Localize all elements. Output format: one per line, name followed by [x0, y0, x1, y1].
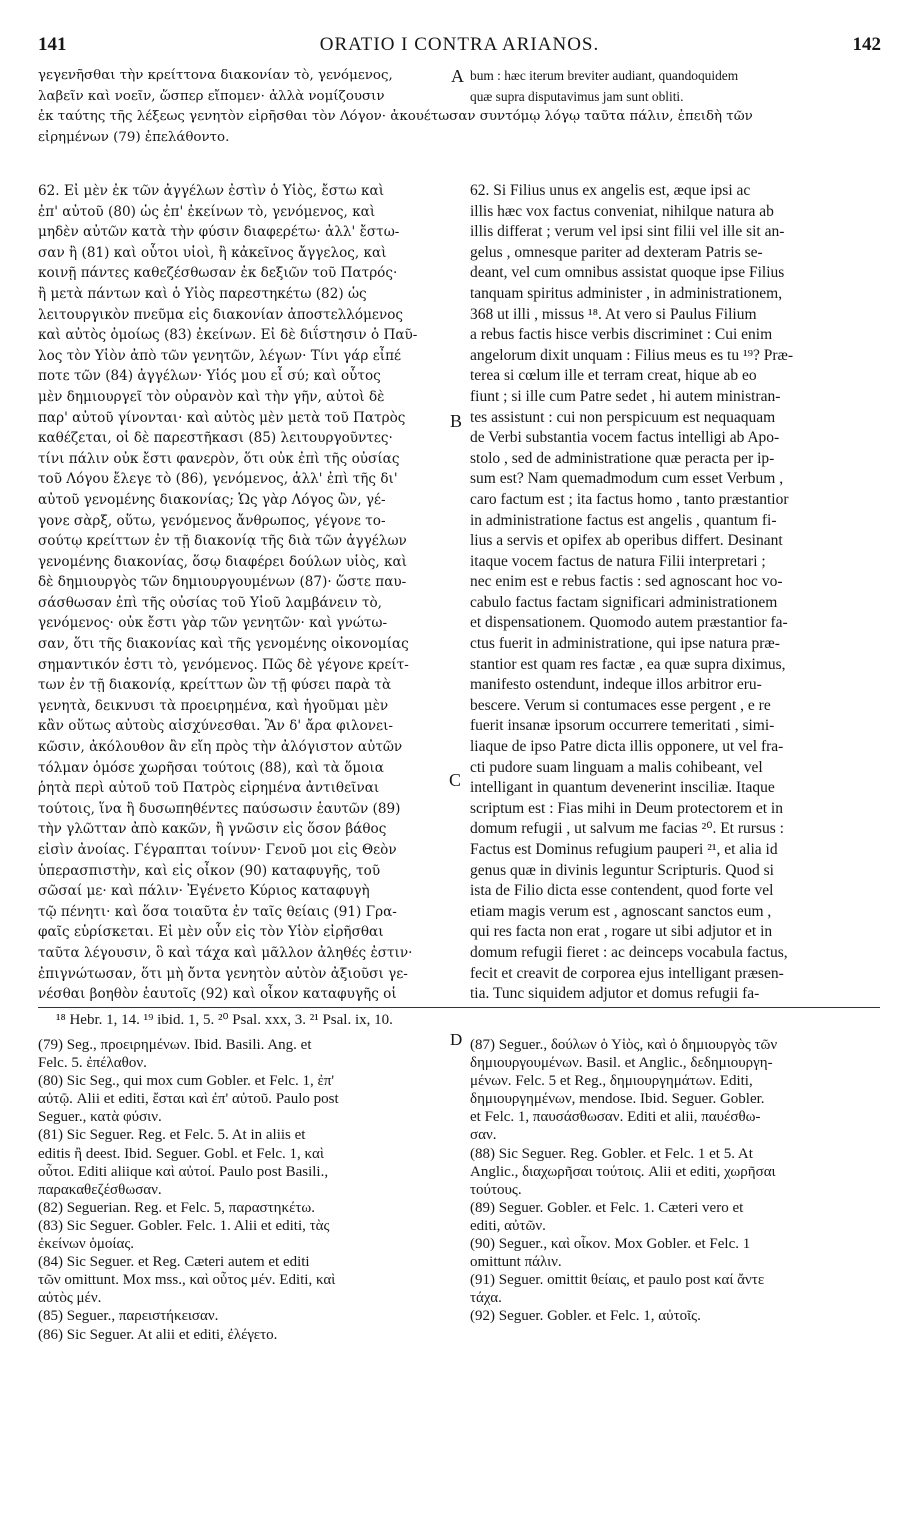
footnote-line: (79) Seg., προειρημένων. Ibid. Basili. Ang. et — [38, 1037, 312, 1053]
footnote-line: (85) Seguer., παρειστήκεισαν. — [38, 1308, 219, 1325]
greek-text-line: λος τὸν Υἱὸν ἀπὸ τῶν γενητῶν, λέγων· Τίνι γάρ εἶπέ — [38, 347, 402, 364]
margin-letter-b: B — [450, 411, 463, 431]
latin-text-line: etiam magis verum est , agnoscant sanctos eum , — [470, 902, 772, 920]
footnote-line: (87) Seguer., δούλων ὁ Υἱὸς, καὶ ὁ δημιουργὸς τῶν — [470, 1037, 778, 1053]
footnote-line: (83) Sic Seguer. Gobler. Felc. 1. Alii et editi, τὰς — [38, 1217, 330, 1234]
footnote-line: (92) Seguer. Gobler. et Felc. 1, αὐτοῖς. — [470, 1308, 701, 1325]
latin-text-line: scriptum est : Fias mihi in Deum protectorem et in — [470, 799, 783, 817]
top-greek-line: γεγενῆσθαι τὴν κρείττονα διακονίαν τὸ, γενόμενος, — [38, 68, 393, 83]
greek-text-line: λειτουργικὸν πνεῦμα εἰς διακονίαν ἀποστελλόμενος — [38, 306, 404, 323]
greek-text-line: δὲ δημιουργὸς τῶν δημιουργουμένων (87)· ὥστε παυ- — [38, 574, 407, 591]
greek-text-line: σούτῳ κρείττων ἐν τῇ διακονίᾳ τῆς διὰ τῶν ἀγγέλων — [38, 533, 407, 550]
footnote-line: τάχα. — [470, 1290, 502, 1307]
greek-text-line: μὲν δημιουργεῖ τὸν οὐρανὸν καὶ τὴν γῆν, αὐτοὶ δὲ — [38, 388, 385, 405]
greek-text-line: σῶσαί με· καὶ πάλιν· Ἐγένετο Κύριος καταφυγὴ — [38, 883, 370, 900]
latin-text-line: tia. Tunc siquidem adjutor et domus refugii fa- — [470, 985, 760, 1003]
footnote-line: (81) Sic Seguer. Reg. et Felc. 5. At in aliis et — [38, 1127, 306, 1144]
footnote-line: δημιουργουμένων. Basil. et Anglic., δεδημιουργη- — [470, 1055, 773, 1072]
greek-text-line: κοινῇ πάντες καθεζέσθωσαν ἐκ δεξιῶν τοῦ Πατρός· — [38, 265, 398, 282]
footnote-rule — [38, 1007, 880, 1008]
greek-text-line: μηδὲν αὐτῶν κατὰ τὴν φύσιν διαφερέτω· ἀλλ' ἔστω- — [38, 224, 400, 241]
latin-text-line: stolo , sed de administratione quæ peracta per ip- — [470, 449, 775, 467]
margin-letter-c: C — [449, 770, 462, 790]
scripture-reference-line: ¹⁸ Hebr. 1, 14. ¹⁹ ibid. 1, 5. ²⁰ Psal. xxx, 3. ²¹ Psal. ix, 10. — [56, 1012, 393, 1028]
greek-text-line: ἐπ' αὐτοῦ (80) ὡς ἐπ' ἐκείνων τὸ, γενόμενος, καὶ — [38, 203, 376, 220]
footnote-line: (84) Sic Seguer. et Reg. Cæteri autem et editi — [38, 1254, 310, 1271]
notes-right-column — [470, 1036, 880, 1326]
latin-text-line: in administratione factus est angelis , quantum fi- — [470, 511, 777, 529]
greek-text-line: καὶ αὐτὸς ὁμοίως (83) ἐκείνων. Εἰ δὲ διΐστησιν ὁ Παῦ- — [38, 327, 418, 344]
latin-column — [470, 181, 880, 1005]
greek-text-line: ἢ μετὰ πάντων καὶ ὁ Υἱὸς παρεστηκέτω (82) ὡς — [38, 285, 367, 302]
latin-text-line: 62. Si Filius unus ex angelis est, æque ipsi ac — [470, 182, 751, 199]
footnote-line: τούτους. — [470, 1181, 522, 1198]
top-full-line: εἰρημένων (79) ἐπελάθοντο. — [38, 129, 230, 145]
greek-text-line: ὑπερασπιστὴν, καὶ εἰς οἶκον (90) καταφυγῆς, τοῦ — [38, 862, 381, 879]
greek-text-line: τὴν γλῶτταν ἀπὸ κακῶν, ἢ γνῶσιν εἰς ὅσον βάθος — [38, 821, 387, 838]
latin-text-line: illis hæc vox factus conveniat, nihilque natura ab — [470, 202, 774, 220]
footnote-line: (89) Seguer. Gobler. et Felc. 1. Cæteri vero et — [470, 1199, 744, 1216]
footnote-line: (80) Sic Seg., qui mox cum Gobler. et Felc. 1, ἐπ' — [38, 1073, 335, 1090]
latin-text-line: angelorum dixit unquam : Filius meus es tu ¹⁹? Præ- — [470, 346, 794, 364]
latin-text-line: gelus , omnesque pariter ad dexteram Patris se- — [470, 243, 763, 261]
footnote-line: δημιουργημένων, mendose. Ibid. Seguer. Gobler. — [470, 1091, 765, 1108]
footnote-line: (86) Sic Seguer. At alii et editi, ἐλέγετο. — [38, 1326, 278, 1343]
latin-text-line: fiunt ; si ille cum Patre sedet , hi autem ministran- — [470, 387, 781, 405]
page-number-left: 141 — [38, 34, 67, 55]
top-greek-lines — [38, 66, 450, 107]
footnote-line: σαν. — [470, 1127, 497, 1144]
footnote-line: ἐκείνων ὁμοίας. — [38, 1236, 135, 1253]
latin-text-line: qui res facta non erat , rogare ut sibi adjutor et in — [470, 923, 773, 941]
greek-text-line: τόλμαν ὁμόσε χωρῆσαι τούτοις (88), καὶ τὰ ὅμοια — [38, 759, 384, 776]
footnote-line: Felc. 5. ἐπέλαθον. — [38, 1055, 147, 1072]
greek-text-line: σάσθωσαν ἐπὶ τῆς οὐσίας τοῦ Υἱοῦ λαμβάνειν τὸ, — [38, 594, 382, 611]
greek-text-line: εἰσὶν ἀνοίας. Γέγραπται τοίνυν· Γενοῦ μοι εἰς Θεὸν — [38, 842, 397, 858]
latin-text-line: manifesto ostendunt, indeque illos arbitror eru- — [470, 676, 762, 694]
scripture-references — [56, 1010, 876, 1030]
latin-text-line: domum refugii fieret : ac deinceps vocabula factus, — [470, 943, 788, 961]
latin-text-line: de Verbi substantia vocem factus intelligi ab Apo- — [470, 429, 780, 447]
latin-text-line: liaque de ipso Patre dicta illis opponere, ut vel fra- — [470, 738, 784, 756]
greek-text-line: ποτε τῶν (84) ἀγγέλων· Υἱός μου εἶ σύ; καὶ οὗτος — [38, 368, 381, 385]
latin-text-line: bescere. Verum si contumaces esse pergent , e re — [470, 696, 771, 714]
footnote-line: αὐτῷ. Alii et editi, ἔσται καὶ ἐπ' αὐτοῦ. Paulo post — [38, 1091, 339, 1108]
greek-text-line: ταῦτα λέγουσιν, ὃ καὶ τάχα καὶ μᾶλλον ἀληθές ἐστιν· — [38, 944, 413, 961]
latin-text-line: domum refugii , ut salvum me facias ²⁰. Et rursus : — [470, 820, 784, 838]
greek-text-line: νέσθαι βοηθὸν ἑαυτοῖς (92) καὶ οἶκον καταφυγῆς οἱ — [38, 986, 397, 1003]
greek-text-line: σαν ἢ (81) καὶ οὗτοι υἱοὶ, ἢ κἀκεῖνος ἄγγελος, καὶ — [38, 244, 387, 261]
footnote-line: Seguer., κατὰ φύσιν. — [38, 1109, 162, 1126]
footnote-line: (90) Seguer., καὶ οἶκον. Mox Gobler. et Felc. 1 — [470, 1236, 751, 1253]
greek-text-line: κἂν οὕτως αὐτοὺς αἰσχύνεσθαι. Ἂν δ' ἄρα φιλονει- — [38, 718, 393, 735]
footnote-line: μένων. Felc. 5 et Reg., δημιουργημάτων. Editi, — [470, 1073, 753, 1090]
greek-text-line: τῷ πένητι· καὶ ὅσα τοιαῦτα ἐν ταῖς θείαις (91) Γρα- — [38, 903, 397, 920]
greek-text-line: των ἐν τῇ διακονίᾳ, κρείττων ὢν τῇ φύσει παρὰ τὰ — [38, 677, 392, 694]
footnote-line: editis ἢ deest. Ibid. Seguer. Gobl. et Felc. 1, καὶ — [38, 1145, 324, 1162]
latin-text-line: nec enim est e rebus factis : sed agnoscant hoc vo- — [470, 573, 783, 591]
running-title: ORATIO I CONTRA ARIANOS. — [319, 34, 600, 55]
latin-text-line: fuerit insanæ ipsorum occurrere temeritati , simi- — [470, 717, 775, 735]
latin-text-line: ista de Filio dicta esse contendent, quod forte vel — [470, 882, 774, 900]
latin-text-line: fecit et creavit de corporea ejus intelligant præsen- — [470, 964, 784, 982]
greek-text-line: γενόμενος· οὐκ ἔστι γὰρ τῶν γενητῶν· καὶ γνώτω- — [38, 615, 388, 632]
latin-text-line: a rebus factis hisce verbis discriminet : Cui enim — [470, 326, 773, 344]
greek-text-line: τίνι πάλιν οὐκ ἔστι φανερὸν, ὅτι οὐκ ἐπὶ τῆς οὐσίας — [38, 450, 400, 467]
running-header — [38, 34, 881, 58]
footnote-line: (88) Sic Seguer. Reg. Gobler. et Felc. 1 et 5. At — [470, 1145, 753, 1162]
latin-text-line: lius a servis et opifex ab operibus differt. Desinant — [470, 532, 783, 550]
top-full-lines — [38, 107, 878, 148]
top-latin-line: quæ supra disputavimus jam sunt obliti. — [470, 88, 684, 104]
top-latin-lines — [470, 66, 878, 107]
footnote-line: τῶν omittunt. Mox mss., καὶ οὗτος μέν. Editi, καὶ — [38, 1272, 336, 1289]
latin-text-line: 368 ut illi , missus ¹⁸. At vero si Paulus Filium — [470, 305, 757, 323]
latin-text-line: cabulo factus factam significari administrationem — [470, 593, 778, 611]
page-number-right: 142 — [852, 34, 881, 55]
greek-text-line: φαῖς εὑρίσκεται. Εἰ μὲν οὖν εἰς τὸν Υἱὸν εἰρῆσθαι — [38, 924, 384, 941]
latin-text-line: deant, vel cum omnibus assistat quoque ipse Filius — [470, 264, 785, 282]
footnote-line: et Felc. 1, παυσάσθωσαν. Editi et alii, παυέσθω- — [470, 1109, 761, 1126]
latin-text-line: genus quæ in divinis leguntur Scripturis. Quod si — [470, 861, 774, 879]
footnote-line: (82) Seguerian. Reg. et Felc. 5, παραστηκέτω. — [38, 1199, 316, 1216]
greek-text-line: κῶσιν, ἀκόλουθον ἂν εἴη πρὸς τὴν ἀλόγιστον αὐτῶν — [38, 739, 403, 756]
latin-text-line: caro factum est ; ita factus homo , tanto præstantior — [470, 490, 789, 508]
greek-text-line: σαν, ὅτι τῆς διακονίας καὶ τῆς γενομένης οἰκονομίας — [38, 636, 409, 653]
latin-text-line: et dispensationem. Quomodo autem præstantior fa- — [470, 614, 788, 632]
greek-text-line: παρ' αὐτοῦ γίνονται· καὶ αὐτὸς μὲν μετὰ τοῦ Πατρὸς — [38, 409, 406, 426]
latin-text-line: tes assistunt : cui non perspicuum est nequaquam — [470, 408, 776, 426]
greek-text-line: τοῦ Λόγου ἔλεγε τὸ (86), γενόμενος, ἀλλ' ἐπὶ τῆς δι' — [38, 471, 398, 488]
greek-text-line: γονε σὰρξ, οὕτω, γενόμενος ἄνθρωπος, γέγονε το- — [38, 512, 386, 529]
footnote-line: editi, αὐτῶν. — [470, 1217, 546, 1234]
margin-letter-a: A — [451, 66, 464, 86]
latin-text-line: sum est? Nam quemadmodum cum esset Verbum , — [470, 470, 784, 488]
greek-text-line: αὐτοῦ γενομένης διακονίας; Ὡς γὰρ Λόγος ὢν, γέ- — [38, 491, 386, 508]
greek-text-line: καθέζεται, οἱ δὲ παρεστῆκασι (85) λειτουργοῦντες· — [38, 430, 393, 447]
latin-text-line: itaque vocem factus de natura Filii interpretari ; — [470, 552, 766, 570]
latin-text-line: intelligant in quantum devenerint insciliæ. Itaque — [470, 779, 775, 797]
top-full-line: ἐκ ταύτης τῆς λέξεως γενητὸν εἰρῆσθαι τὸν Λόγον· ἀκουέτωσαν συντόμῳ λόγῳ ταῦτα πάλιν, ἐπειδὴ τῶν — [38, 109, 753, 124]
greek-text-line: γενομένης διακονίας, ὅσῳ διαφέρει δούλων υἱὸς, καὶ — [38, 553, 408, 570]
footnote-line: οὗτοι. Editi aliique καὶ αὐτοί. Paulo post Basili., — [38, 1163, 329, 1180]
greek-text-line: σημαντικόν ἐστι τὸ, γενόμενος. Πῶς δὲ γέγονε κρείτ- — [38, 656, 409, 673]
latin-text-line: ctus fuerit in administratione, qui ipse natura præ- — [470, 635, 780, 653]
greek-column — [38, 181, 450, 1005]
greek-text-line: ῥητὰ περὶ αὐτοῦ τοῦ Πατρὸς εἰρημένα ἀντιθεῖναι — [38, 780, 380, 797]
margin-letter-d: D — [450, 1030, 463, 1049]
greek-text-line: τούτοις, ἵνα ἢ δυσωπηθέντες παύσωσιν ἑαυτῶν (89) — [38, 800, 401, 817]
latin-text-line: stantior est quam res factæ , ea quæ supra diximus, — [470, 655, 786, 673]
footnote-line: (91) Seguer. omittit θείαις, et paulo post καί ἄντε — [470, 1272, 765, 1289]
top-greek-line: λαβεῖν καὶ νοεῖν, ὥσπερ εἴπομεν· ἀλλὰ νομίζουσιν — [38, 88, 385, 104]
latin-text-line: tanquam spiritus administer , in administrationem, — [470, 284, 783, 302]
greek-text-line: γενητὰ, δεικνυσι τὰ προειρημένα, καὶ ἡγοῦμαι μὲν — [38, 697, 389, 714]
greek-text-line: 62. Εἰ μὲν ἐκ τῶν ἀγγέλων ἐστὶν ὁ Υἱὸς, ἔστω καὶ — [38, 183, 385, 199]
footnote-line: αὐτὸς μέν. — [38, 1290, 102, 1307]
latin-text-line: illis differat ; verum vel ipsi sint filii vel ille sit an- — [470, 223, 785, 241]
latin-text-line: cti pudore suam linguam a malis cohibeant, vel — [470, 758, 763, 776]
latin-text-line: terea si cœlum ille et terram creat, hique ab eo — [470, 367, 757, 385]
footnote-line: παρακαθεζέσθωσαν. — [38, 1181, 162, 1198]
greek-text-line: ἐπιγνώτωσαν, ὅτι μὴ ὄντα γενητὸν αὐτὸν ἀξιοῦσι γε- — [38, 965, 408, 982]
latin-text-line: Factus est Dominus refugium pauperi ²¹, et alia id — [470, 841, 778, 858]
footnote-line: omittunt πάλιν. — [470, 1254, 562, 1271]
notes-left-column — [38, 1036, 453, 1344]
top-latin-line: bum : hæc iterum breviter audiant, quandoquidem — [470, 68, 739, 83]
footnote-line: Anglic., διαχωρῆσαι τούτοις. Alii et editi, χωρῆσαι — [470, 1163, 776, 1180]
